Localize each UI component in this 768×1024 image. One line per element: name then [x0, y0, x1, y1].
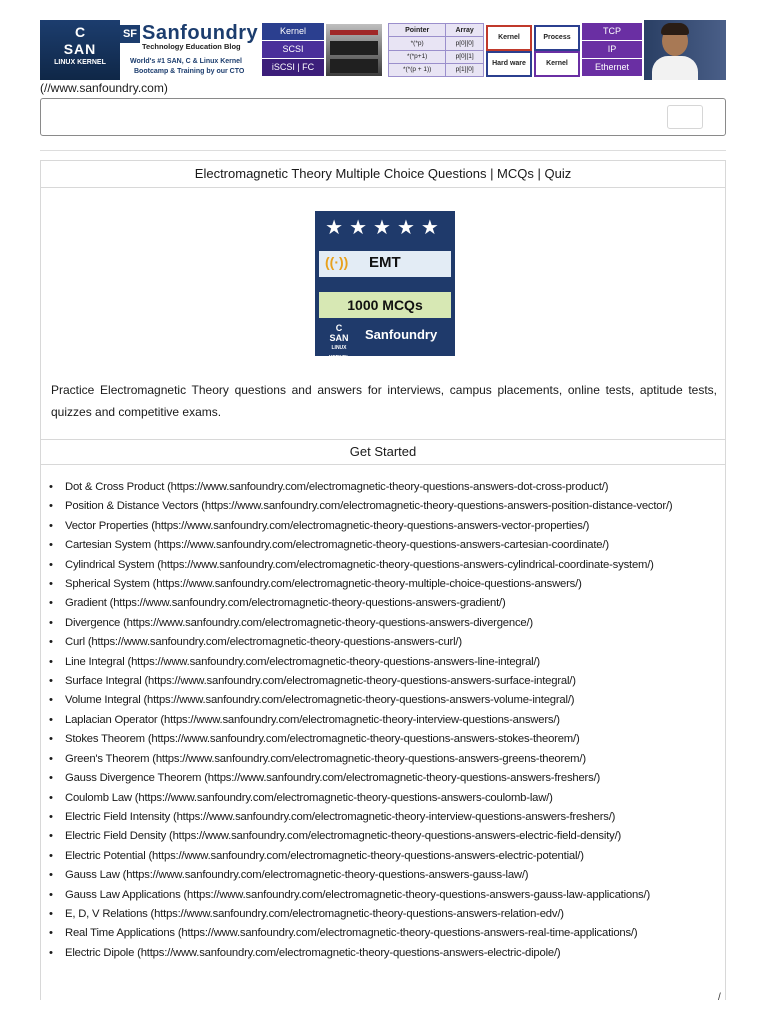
pointer-header: Pointer — [389, 24, 446, 37]
bullet-dot-icon: • — [49, 849, 53, 862]
site-banner[interactable] — [40, 20, 726, 80]
brand-name: Sanfoundry — [142, 22, 259, 44]
topic-item[interactable] — [49, 905, 719, 924]
get-started-heading: Get Started — [41, 439, 725, 465]
page-mark: / — [718, 992, 721, 1003]
bullet-dot-icon: • — [49, 578, 53, 591]
page-title: Electromagnetic Theory Multiple Choice Questions | MCQs | Quiz — [41, 161, 725, 188]
topic-link[interactable]: Gauss Law Applications (https://www.sanfoundry.com/electromagnetic-theory-questions-answers-gauss-law-applications/) — [65, 888, 651, 901]
hardware-box: Hard ware — [486, 51, 532, 77]
home-link[interactable]: (//www.sanfoundry.com) — [40, 81, 168, 95]
topic-item[interactable] — [49, 750, 719, 769]
badge-logo-c: C — [335, 323, 343, 333]
badge-logo-sub: LINUX KERNEL — [328, 345, 350, 361]
topic-item[interactable] — [49, 653, 719, 672]
divider — [40, 150, 726, 151]
logo-san-text: SAN — [63, 41, 97, 57]
bullet-dot-icon: • — [49, 752, 53, 765]
topic-item[interactable] — [49, 924, 719, 943]
badge-topic: EMT — [369, 254, 401, 271]
topic-item[interactable] — [49, 672, 719, 691]
topic-link[interactable]: Electric Field Density (https://www.sanfoundry.com/electromagnetic-theory-questions-answers-electric-field-density/) — [65, 830, 622, 843]
topic-link[interactable]: Position & Distance Vectors (https://www.sanfoundry.com/electromagnetic-theory-questions-answers-position-distance-vector/) — [65, 500, 673, 513]
stack-iscsi-fc: iSCSI | FC — [262, 59, 324, 76]
topic-item[interactable] — [49, 614, 719, 633]
topic-link[interactable]: Cartesian System (https://www.sanfoundry.com/electromagnetic-theory-questions-answers-cartesian-coordinate/) — [65, 539, 609, 552]
topic-item[interactable] — [49, 866, 719, 885]
bullet-dot-icon: • — [49, 907, 53, 920]
topic-link[interactable]: Gauss Divergence Theorem (https://www.sanfoundry.com/electromagnetic-theory-questions-answers-freshers/) — [65, 772, 601, 785]
topic-list — [49, 478, 719, 963]
topic-item[interactable] — [49, 556, 719, 575]
topic-link[interactable]: Cylindrical System (https://www.sanfoundry.com/electromagnetic-theory-questions-answers-cylindrical-coordinate-system/) — [65, 558, 654, 571]
content-frame — [40, 160, 726, 1000]
topic-link[interactable]: Electric Potential (https://www.sanfoundry.com/electromagnetic-theory-questions-answers-electric-potential/) — [65, 849, 584, 862]
topic-item[interactable] — [49, 711, 719, 730]
topic-link[interactable]: Electric Field Intensity (https://www.sanfoundry.com/electromagnetic-theory-interview-questions-answers-freshers/) — [65, 810, 616, 823]
topic-link[interactable]: Stokes Theorem (https://www.sanfoundry.com/electromagnetic-theory-questions-answers-stokes-theorem/) — [65, 733, 580, 746]
topic-link[interactable]: Spherical System (https://www.sanfoundry.com/electromagnetic-theory-multiple-choice-questions-answers/) — [65, 578, 582, 591]
pointer-array-table — [388, 23, 484, 77]
topic-link[interactable]: Gradient (https://www.sanfoundry.com/electromagnetic-theory-questions-answers-gradient/) — [65, 597, 506, 610]
topic-item[interactable] — [49, 478, 719, 497]
topic-item[interactable] — [49, 536, 719, 555]
topic-link[interactable]: Line Integral (https://www.sanfoundry.com/electromagnetic-theory-questions-answers-line-integral/) — [65, 655, 540, 668]
bullet-dot-icon: • — [49, 888, 53, 901]
badge-logo-san: SAN — [329, 333, 349, 343]
array-cell: p[1][0] — [446, 63, 484, 76]
topic-link[interactable]: E, D, V Relations (https://www.sanfoundry.com/electromagnetic-theory-questions-answers-relation-edv/) — [65, 907, 564, 920]
process-box: Process — [534, 25, 580, 51]
topic-link[interactable]: Real Time Applications (https://www.sanfoundry.com/electromagnetic-theory-questions-answers-real-time-applications/) — [65, 927, 638, 940]
bullet-dot-icon: • — [49, 519, 53, 532]
emt-label-strip — [319, 251, 451, 277]
network-stack-graphic — [582, 23, 642, 77]
sf-mark: SF — [120, 25, 140, 43]
topic-item[interactable] — [49, 847, 719, 866]
brand-line-1: World's #1 SAN, C & Linux Kernel — [130, 58, 242, 65]
stack-scsi: SCSI — [262, 41, 324, 58]
bullet-dot-icon: • — [49, 772, 53, 785]
search-bar[interactable] — [40, 98, 726, 136]
topic-link[interactable]: Laplacian Operator (https://www.sanfoundry.com/electromagnetic-theory-interview-questions-answers/) — [65, 713, 560, 726]
array-cell: p[0][0] — [446, 37, 484, 50]
brand-line-2: Bootcamp & Training by our CTO — [134, 68, 245, 75]
kernel-box: Kernel — [486, 25, 532, 51]
kernel-diagram — [486, 23, 580, 77]
topic-item[interactable] — [49, 497, 719, 516]
bullet-dot-icon: • — [49, 500, 53, 513]
bullet-dot-icon: • — [49, 946, 53, 959]
topic-link[interactable]: Coulomb Law (https://www.sanfoundry.com/electromagnetic-theory-questions-answers-coulomb-law/) — [65, 791, 553, 804]
bullet-dot-icon: • — [49, 713, 53, 726]
badge-san-logo — [323, 323, 355, 361]
topic-item[interactable] — [49, 517, 719, 536]
topic-link[interactable]: Volume Integral (https://www.sanfoundry.com/electromagnetic-theory-questions-answers-volume-integral/) — [65, 694, 575, 707]
topic-item[interactable] — [49, 691, 719, 710]
search-button[interactable] — [667, 105, 703, 129]
topic-item[interactable] — [49, 769, 719, 788]
stack-kernel: Kernel — [262, 23, 324, 40]
topic-item[interactable] — [49, 789, 719, 808]
bullet-dot-icon: • — [49, 810, 53, 823]
topic-item[interactable] — [49, 808, 719, 827]
topic-item[interactable] — [49, 633, 719, 652]
topic-link[interactable]: Surface Integral (https://www.sanfoundry.com/electromagnetic-theory-questions-answers-surface-integral/) — [65, 675, 576, 688]
bullet-dot-icon: • — [49, 869, 53, 882]
pointer-cell: *(*p+1) — [389, 50, 446, 63]
pointer-cell: *(*(p + 1)) — [389, 63, 446, 76]
cto-photo — [644, 20, 726, 80]
storage-stack-graphic — [262, 23, 324, 77]
topic-item[interactable] — [49, 594, 719, 613]
bullet-dot-icon: • — [49, 539, 53, 552]
net-tcp: TCP — [582, 23, 642, 40]
topic-item[interactable] — [49, 827, 719, 846]
bullet-dot-icon: • — [49, 675, 53, 688]
topic-link[interactable]: Vector Properties (https://www.sanfoundry.com/electromagnetic-theory-questions-answers-vector-properties/) — [65, 519, 590, 532]
topic-item[interactable] — [49, 575, 719, 594]
bullet-dot-icon: • — [49, 830, 53, 843]
bullet-dot-icon: • — [49, 558, 53, 571]
topic-item[interactable] — [49, 886, 719, 905]
kernel-box-2: Kernel — [534, 51, 580, 77]
topic-link[interactable]: Gauss Law (https://www.sanfoundry.com/electromagnetic-theory-questions-answers-gauss-law/) — [65, 869, 529, 882]
pointer-cell: *(*p) — [389, 37, 446, 50]
topic-link[interactable]: Electric Dipole (https://www.sanfoundry.com/electromagnetic-theory-questions-answers-electric-dipole/) — [65, 946, 561, 959]
server-rack-icon — [326, 24, 382, 76]
topic-item[interactable] — [49, 944, 719, 963]
bullet-dot-icon: • — [49, 694, 53, 707]
bullet-dot-icon: • — [49, 927, 53, 940]
brand-tagline: Technology Education Blog — [142, 42, 241, 51]
wave-signal-icon: ((·)) — [325, 254, 349, 270]
sanfoundry-brand — [120, 20, 260, 80]
bullet-dot-icon: • — [49, 636, 53, 649]
topic-link[interactable]: Curl (https://www.sanfoundry.com/electromagnetic-theory-questions-answers-curl/) — [65, 636, 462, 649]
bullet-dot-icon: • — [49, 481, 53, 493]
bullet-dot-icon: • — [49, 791, 53, 804]
topic-link[interactable]: Divergence (https://www.sanfoundry.com/electromagnetic-theory-questions-answers-divergence/) — [65, 616, 533, 629]
bullet-dot-icon: • — [49, 597, 53, 610]
array-header: Array — [446, 24, 484, 37]
star-rating-icon: ★★★★★ — [325, 217, 445, 239]
topic-link[interactable]: Dot & Cross Product (https://www.sanfoundry.com/electromagnetic-theory-questions-answers-dot-cross-product/) — [65, 481, 609, 493]
bullet-dot-icon: • — [49, 616, 53, 629]
san-linux-kernel-logo — [40, 20, 120, 80]
array-cell: p[0][1] — [446, 50, 484, 63]
bullet-dot-icon: • — [49, 733, 53, 746]
badge-mcq-count: 1000 MCQs — [319, 292, 451, 318]
logo-c-letter: C — [74, 24, 86, 40]
net-ip: IP — [582, 41, 642, 58]
bullet-dot-icon: • — [49, 655, 53, 668]
intro-paragraph: Practice Electromagnetic Theory questions and answers for interviews, campus placements, online tests, aptitude tests, quizzes and competitive exams. — [51, 383, 717, 419]
topic-link[interactable]: Green's Theorem (https://www.sanfoundry.com/electromagnetic-theory-questions-answers-greens-theorem/) — [65, 752, 586, 765]
net-ethernet: Ethernet — [582, 59, 642, 76]
badge-brand: Sanfoundry — [365, 327, 438, 342]
topic-item[interactable] — [49, 730, 719, 749]
logo-linux-kernel-text: LINUX KERNEL — [54, 59, 106, 66]
emt-mcq-badge-image — [315, 211, 455, 361]
